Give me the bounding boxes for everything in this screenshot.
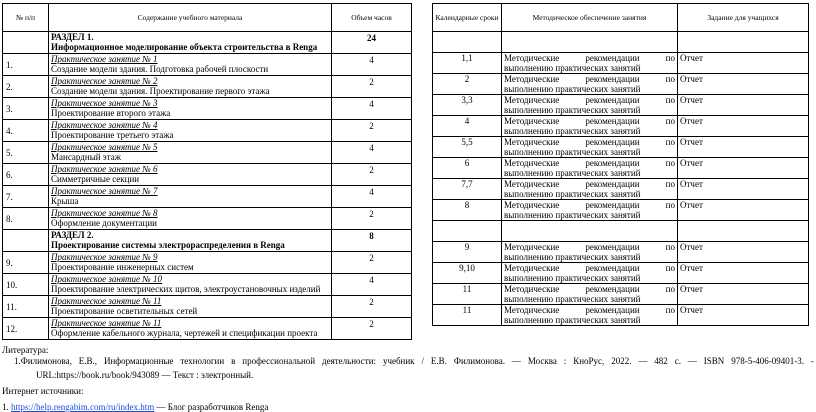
row-content <box>49 230 332 252</box>
row-dates: 3,3 <box>433 95 502 116</box>
lesson-title: Практическое занятие № 3 <box>51 98 158 108</box>
lesson-row <box>433 53 809 74</box>
row-content <box>49 274 332 296</box>
internet-item-prefix: 1. <box>2 402 11 412</box>
method-line1 <box>504 242 675 252</box>
row-method <box>502 284 678 305</box>
renga-help-link[interactable]: https://help.rengabim.com/ru/index.htm <box>11 402 155 412</box>
lesson-title: Практическое занятие № 2 <box>51 76 158 86</box>
row-task: Отчет <box>678 284 809 305</box>
lesson-row <box>3 98 412 120</box>
lesson-row <box>3 252 412 274</box>
row-hours: 4 <box>332 98 412 120</box>
method-line2: выполнению практических занятий <box>504 294 641 304</box>
method-line2: выполнению практических занятий <box>504 126 641 136</box>
method-word: рекомендации <box>585 137 640 147</box>
literature-word: ISBN <box>703 356 725 366</box>
lesson-description: Симметричные секции <box>51 174 140 184</box>
row-method <box>502 221 678 242</box>
row-number <box>3 32 49 54</box>
lesson-description: Оформление кабельного журнала, чертежей и спецификации проекта <box>51 328 318 338</box>
lesson-description: Мансардный этаж <box>51 152 121 162</box>
lesson-row <box>433 200 809 221</box>
lesson-row <box>433 305 809 326</box>
method-word: по <box>665 137 675 147</box>
literature-word: КноРус, <box>573 356 605 366</box>
row-hours: 2 <box>332 252 412 274</box>
lesson-title: Практическое занятие № 9 <box>51 252 158 262</box>
right-header-row <box>433 4 809 32</box>
lesson-title: Практическое занятие № 1 <box>51 54 158 64</box>
lesson-row <box>3 142 412 164</box>
row-task: Отчет <box>678 179 809 200</box>
literature-word: Информационные <box>103 356 174 366</box>
row-method <box>502 95 678 116</box>
section-title: РАЗДЕЛ 1. <box>51 32 94 42</box>
method-word: по <box>665 158 675 168</box>
lesson-description: Крыша <box>51 196 79 206</box>
row-number: 12. <box>3 318 49 340</box>
literature-word: : <box>563 356 567 366</box>
method-word: Методические <box>504 53 560 63</box>
lesson-description: Проектирование инженерных систем <box>51 262 194 272</box>
section-row <box>433 32 809 53</box>
literature-word: Е.В., <box>78 356 98 366</box>
literature-word: — <box>511 356 521 366</box>
row-number: 10. <box>3 274 49 296</box>
method-line2: выполнению практических занятий <box>504 84 641 94</box>
literature-item-line2: URL:https://book.ru/book/943089 — Текст : электронный. <box>36 370 254 380</box>
row-method <box>502 263 678 284</box>
row-number: 3. <box>3 98 49 120</box>
method-line1 <box>504 200 675 210</box>
row-content <box>49 98 332 120</box>
literature-word: учебник <box>382 356 415 366</box>
method-word: Методические <box>504 137 560 147</box>
literature-word: 978-5-406-09401-3. <box>731 356 804 366</box>
row-hours: 2 <box>332 208 412 230</box>
literature-word: 2022. <box>611 356 632 366</box>
method-word: рекомендации <box>585 158 640 168</box>
method-word: Методические <box>504 179 560 189</box>
lesson-description: Проектирование второго этажа <box>51 108 171 118</box>
method-word: рекомендации <box>585 179 640 189</box>
method-line1 <box>504 53 675 63</box>
method-word: Методические <box>504 95 560 105</box>
method-line2: выполнению практических занятий <box>504 315 641 325</box>
row-content <box>49 164 332 186</box>
row-number: 6. <box>3 164 49 186</box>
row-dates: 7,7 <box>433 179 502 200</box>
lesson-description: Создание модели здания. Подготовка рабочей плоскости <box>51 64 269 74</box>
section-title: РАЗДЕЛ 2. <box>51 230 94 240</box>
row-dates: 1,1 <box>433 53 502 74</box>
row-hours: 4 <box>332 186 412 208</box>
method-line2: выполнению практических занятий <box>504 210 641 220</box>
row-hours: 4 <box>332 54 412 76</box>
row-dates: 2 <box>433 74 502 95</box>
row-number: 4. <box>3 120 49 142</box>
row-hours: 24 <box>332 32 412 54</box>
literature-heading: Литература: <box>2 345 49 355</box>
schedule-table <box>432 3 809 326</box>
method-line1 <box>504 158 675 168</box>
method-word: рекомендации <box>585 305 640 315</box>
method-word: Методические <box>504 263 560 273</box>
method-word: по <box>665 116 675 126</box>
method-line1 <box>504 305 675 315</box>
row-hours: 2 <box>332 120 412 142</box>
row-content <box>49 208 332 230</box>
row-content <box>49 142 332 164</box>
method-word: по <box>665 200 675 210</box>
lesson-description: Оформление документации <box>51 218 157 228</box>
row-content <box>49 32 332 54</box>
lesson-row <box>433 158 809 179</box>
row-dates: 11 <box>433 284 502 305</box>
literature-word: - <box>810 356 814 366</box>
lesson-description: Проектирование осветительных сетей <box>51 306 198 316</box>
method-word: по <box>665 74 675 84</box>
row-dates: 8 <box>433 200 502 221</box>
header-content: Содержание учебного материала <box>49 4 332 32</box>
lesson-row <box>433 116 809 137</box>
row-content <box>49 76 332 98</box>
header-number: № п/п <box>3 4 49 32</box>
row-task: Отчет <box>678 305 809 326</box>
method-word: рекомендации <box>585 242 640 252</box>
literature-word: в <box>231 356 236 366</box>
lesson-row <box>433 263 809 284</box>
row-task: Отчет <box>678 95 809 116</box>
row-dates: 9,10 <box>433 263 502 284</box>
row-number: 8. <box>3 208 49 230</box>
method-line2: выполнению практических занятий <box>504 273 641 283</box>
curriculum-table <box>2 3 412 340</box>
lesson-description: Создание модели здания. Проектирование первого этажа <box>51 86 270 96</box>
method-word: Методические <box>504 200 560 210</box>
lesson-row <box>3 54 412 76</box>
lesson-description: Проектирование третьего этажа <box>51 130 174 140</box>
row-task: Отчет <box>678 137 809 158</box>
literature-word: профессиональной <box>242 356 316 366</box>
method-word: Методические <box>504 242 560 252</box>
method-line1 <box>504 116 675 126</box>
method-word: Методические <box>504 284 560 294</box>
row-content <box>49 186 332 208</box>
row-number: 7. <box>3 186 49 208</box>
lesson-row <box>3 120 412 142</box>
literature-word: — <box>687 356 697 366</box>
row-method <box>502 32 678 53</box>
internet-item <box>2 402 268 412</box>
method-word: рекомендации <box>585 116 640 126</box>
row-method <box>502 158 678 179</box>
method-word: рекомендации <box>585 284 640 294</box>
lesson-row <box>433 95 809 116</box>
method-word: по <box>665 179 675 189</box>
row-task: Отчет <box>678 116 809 137</box>
lesson-row <box>433 74 809 95</box>
method-word: по <box>665 284 675 294</box>
lesson-row <box>3 296 412 318</box>
lesson-row <box>3 274 412 296</box>
lesson-title: Практическое занятие № 11 <box>51 296 162 306</box>
method-line1 <box>504 95 675 105</box>
row-dates: 6 <box>433 158 502 179</box>
row-method <box>502 53 678 74</box>
method-word: по <box>665 95 675 105</box>
left-header-row <box>3 4 412 32</box>
method-word: рекомендации <box>585 95 640 105</box>
method-line2: выполнению практических занятий <box>504 147 641 157</box>
literature-word: Е.В. <box>430 356 447 366</box>
method-line2: выполнению практических занятий <box>504 63 641 73</box>
row-hours: 2 <box>332 76 412 98</box>
header-hours: Объем часов <box>332 4 412 32</box>
row-method <box>502 116 678 137</box>
method-line2: выполнению практических занятий <box>504 189 641 199</box>
row-task: Отчет <box>678 53 809 74</box>
method-line2: выполнению практических занятий <box>504 168 641 178</box>
row-dates <box>433 221 502 242</box>
row-number: 2. <box>3 76 49 98</box>
row-number <box>3 230 49 252</box>
lesson-title: Практическое занятие № 11 <box>51 318 162 328</box>
literature-word: деятельности: <box>322 356 377 366</box>
row-method <box>502 200 678 221</box>
lesson-row <box>433 137 809 158</box>
method-line2: выполнению практических занятий <box>504 105 641 115</box>
row-hours: 2 <box>332 318 412 340</box>
method-word: рекомендации <box>585 74 640 84</box>
method-word: по <box>665 305 675 315</box>
method-word: рекомендации <box>585 53 640 63</box>
method-line1 <box>504 179 675 189</box>
method-word: Методические <box>504 158 560 168</box>
row-method <box>502 137 678 158</box>
internet-heading: Интернет источники: <box>2 386 84 396</box>
row-task <box>678 221 809 242</box>
method-word: рекомендации <box>585 263 640 273</box>
literature-word: Москва <box>527 356 557 366</box>
row-hours: 8 <box>332 230 412 252</box>
row-content <box>49 296 332 318</box>
row-method <box>502 242 678 263</box>
literature-word: 1.Филимонова, <box>14 356 72 366</box>
row-hours: 4 <box>332 274 412 296</box>
row-hours: 2 <box>332 164 412 186</box>
row-dates: 11 <box>433 305 502 326</box>
row-hours: 4 <box>332 142 412 164</box>
lesson-row <box>433 284 809 305</box>
lesson-title: Практическое занятие № 6 <box>51 164 158 174</box>
row-content <box>49 318 332 340</box>
lesson-title: Практическое занятие № 5 <box>51 142 158 152</box>
row-task: Отчет <box>678 74 809 95</box>
lesson-title: Практическое занятие № 10 <box>51 274 163 284</box>
method-line1 <box>504 263 675 273</box>
literature-word: / <box>421 356 424 366</box>
method-word: рекомендации <box>585 200 640 210</box>
method-word: по <box>665 263 675 273</box>
section-row <box>433 221 809 242</box>
row-dates: 4 <box>433 116 502 137</box>
row-dates <box>433 32 502 53</box>
lesson-row <box>3 186 412 208</box>
row-number: 5. <box>3 142 49 164</box>
lesson-title: Практическое занятие № 4 <box>51 120 158 130</box>
method-line2: выполнению практических занятий <box>504 252 641 262</box>
row-method <box>502 74 678 95</box>
literature-word: с. <box>674 356 681 366</box>
section-subtitle: Информационное моделирование объекта строительства в Renga <box>51 42 318 52</box>
internet-item-suffix: — Блог разработчиков Renga <box>154 402 269 412</box>
row-dates: 9 <box>433 242 502 263</box>
method-line1 <box>504 137 675 147</box>
lesson-row <box>3 318 412 340</box>
literature-word: 482 <box>654 356 668 366</box>
lesson-title: Практическое занятие № 8 <box>51 208 158 218</box>
header-task: Задание для учащихся <box>678 4 809 32</box>
row-task: Отчет <box>678 200 809 221</box>
lesson-row <box>3 76 412 98</box>
section-subtitle: Проектирование системы электрораспределения в Renga <box>51 240 285 250</box>
literature-word: Филимонова. <box>453 356 505 366</box>
method-word: Методические <box>504 74 560 84</box>
method-word: Методические <box>504 116 560 126</box>
row-content <box>49 252 332 274</box>
section-row <box>3 230 412 252</box>
row-task: Отчет <box>678 263 809 284</box>
row-dates: 5,5 <box>433 137 502 158</box>
row-content <box>49 120 332 142</box>
row-method <box>502 305 678 326</box>
literature-item <box>14 356 814 380</box>
method-word: по <box>665 242 675 252</box>
lesson-title: Практическое занятие № 7 <box>51 186 158 196</box>
method-line1 <box>504 74 675 84</box>
header-dates: Календарные сроки <box>433 4 502 32</box>
lesson-row <box>3 164 412 186</box>
lesson-row <box>433 242 809 263</box>
row-hours: 2 <box>332 296 412 318</box>
method-word: Методические <box>504 305 560 315</box>
literature-item-line1 <box>14 356 814 366</box>
section-row <box>3 32 412 54</box>
row-task <box>678 32 809 53</box>
row-number: 9. <box>3 252 49 274</box>
row-method <box>502 179 678 200</box>
literature-word: технологии <box>180 356 225 366</box>
row-number: 11. <box>3 296 49 318</box>
lesson-row <box>433 179 809 200</box>
lesson-description: Проектирование электрических щитов, электроустановочных изделий <box>51 284 321 294</box>
method-line1 <box>504 284 675 294</box>
header-method: Методическое обеспечение занятия <box>502 4 678 32</box>
row-content <box>49 54 332 76</box>
row-task: Отчет <box>678 158 809 179</box>
row-number: 1. <box>3 54 49 76</box>
lesson-row <box>3 208 412 230</box>
row-task: Отчет <box>678 242 809 263</box>
literature-word: — <box>638 356 648 366</box>
method-word: по <box>665 53 675 63</box>
